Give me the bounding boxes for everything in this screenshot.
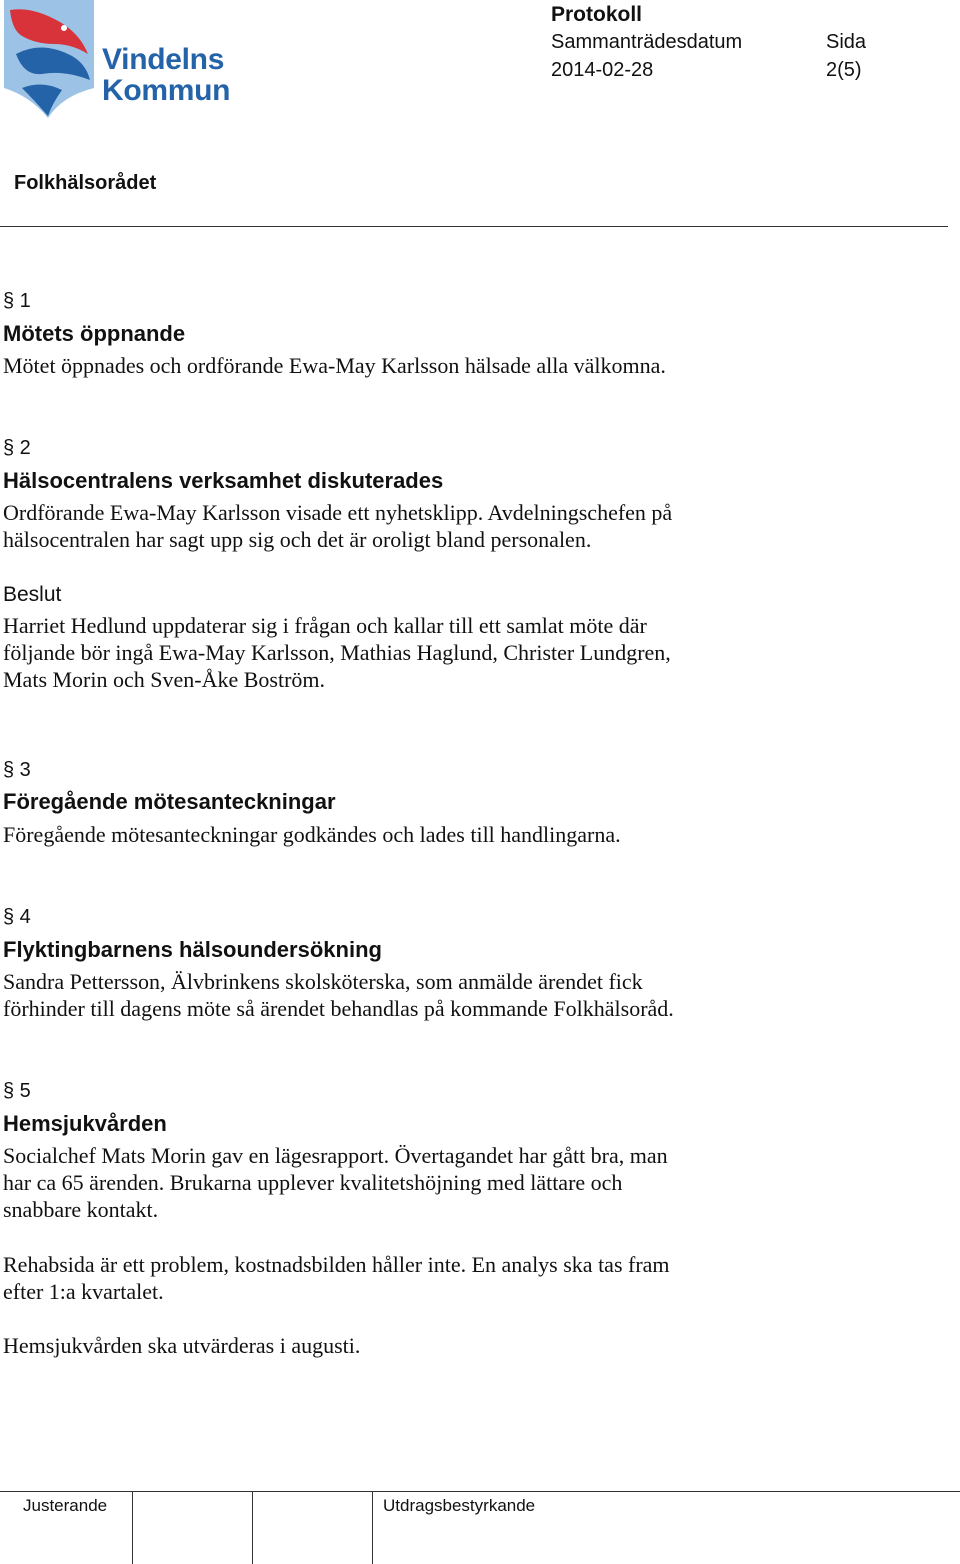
footer-divider [0,1491,960,1492]
organization-name: Folkhälsorådet [14,172,157,194]
section-number: § 4 [3,906,31,928]
section-number: § 1 [3,290,31,312]
section-text: Socialchef Mats Morin gav en lägesrapport. Övertagandet har gått bra, man har ca 65 ärenden. Brukarna upplever kvalitetshöjning med lättare och snabbare kontakt. [3,1143,668,1222]
section-text: Mötet öppnades och ordförande Ewa-May Karlsson hälsade alla välkomna. [3,353,666,378]
decision-text: Harriet Hedlund uppdaterar sig i frågan och kallar till ett samlat möte där följande bör ingå Ewa-May Karlsson, Mathias Haglund, Christer Lundgren, Mats Morin och Sven-Åke Boström. [3,613,671,692]
section-text: Sandra Pettersson, Älvbrinkens skolsköterska, som anmälde ärendet fick förhinder till dagens möte så ärendet behandlas på kommande Folkhälsoråd. [3,969,674,1021]
meeting-date: 2014-02-28 [551,59,654,81]
section-title: Hemsjukvården [3,1111,167,1136]
vindeln-logo [0,0,250,120]
section-text: Föregående mötesanteckningar godkändes och lades till handlingarna. [3,822,621,847]
logo-wordmark [102,44,230,106]
page-number: 2(5) [826,59,862,81]
logo-line-1: Vindelns [102,43,225,76]
footer-label-extract: Utdragsbestyrkande [383,1496,536,1515]
header-divider [0,226,948,227]
fish-emblem-icon [2,0,102,118]
meeting-date-label: Sammanträdesdatum [551,31,743,53]
signature-box-divider [132,1491,133,1564]
logo-line-2: Kommun [102,74,231,107]
decision-label: Beslut [3,583,62,606]
document-type: Protokoll [551,3,643,26]
section-text-2: Rehabsida är ett problem, kostnadsbilden håller inte. En analys ska tas fram efter 1:a kvartalet. [3,1252,670,1304]
section-text-3: Hemsjukvården ska utvärderas i augusti. [3,1333,361,1358]
footer-label-adjuster: Justerande [23,1496,108,1515]
section-number: § 3 [3,759,31,781]
section-number: § 2 [3,437,31,459]
section-number: § 5 [3,1080,31,1102]
signature-box-divider [252,1491,253,1564]
section-title: Flyktingbarnens hälsoundersökning [3,937,382,962]
signature-box-divider [372,1491,373,1564]
section-title: Mötets öppnande [3,321,186,346]
section-title: Föregående mötesanteckningar [3,789,336,814]
section-title: Hälsocentralens verksamhet diskuterades [3,468,444,493]
page-label: Sida [826,31,867,53]
section-text: Ordförande Ewa-May Karlsson visade ett nyhetsklipp. Avdelningschefen på hälsocentralen har sagt upp sig och det är oroligt bland personalen. [3,500,673,552]
